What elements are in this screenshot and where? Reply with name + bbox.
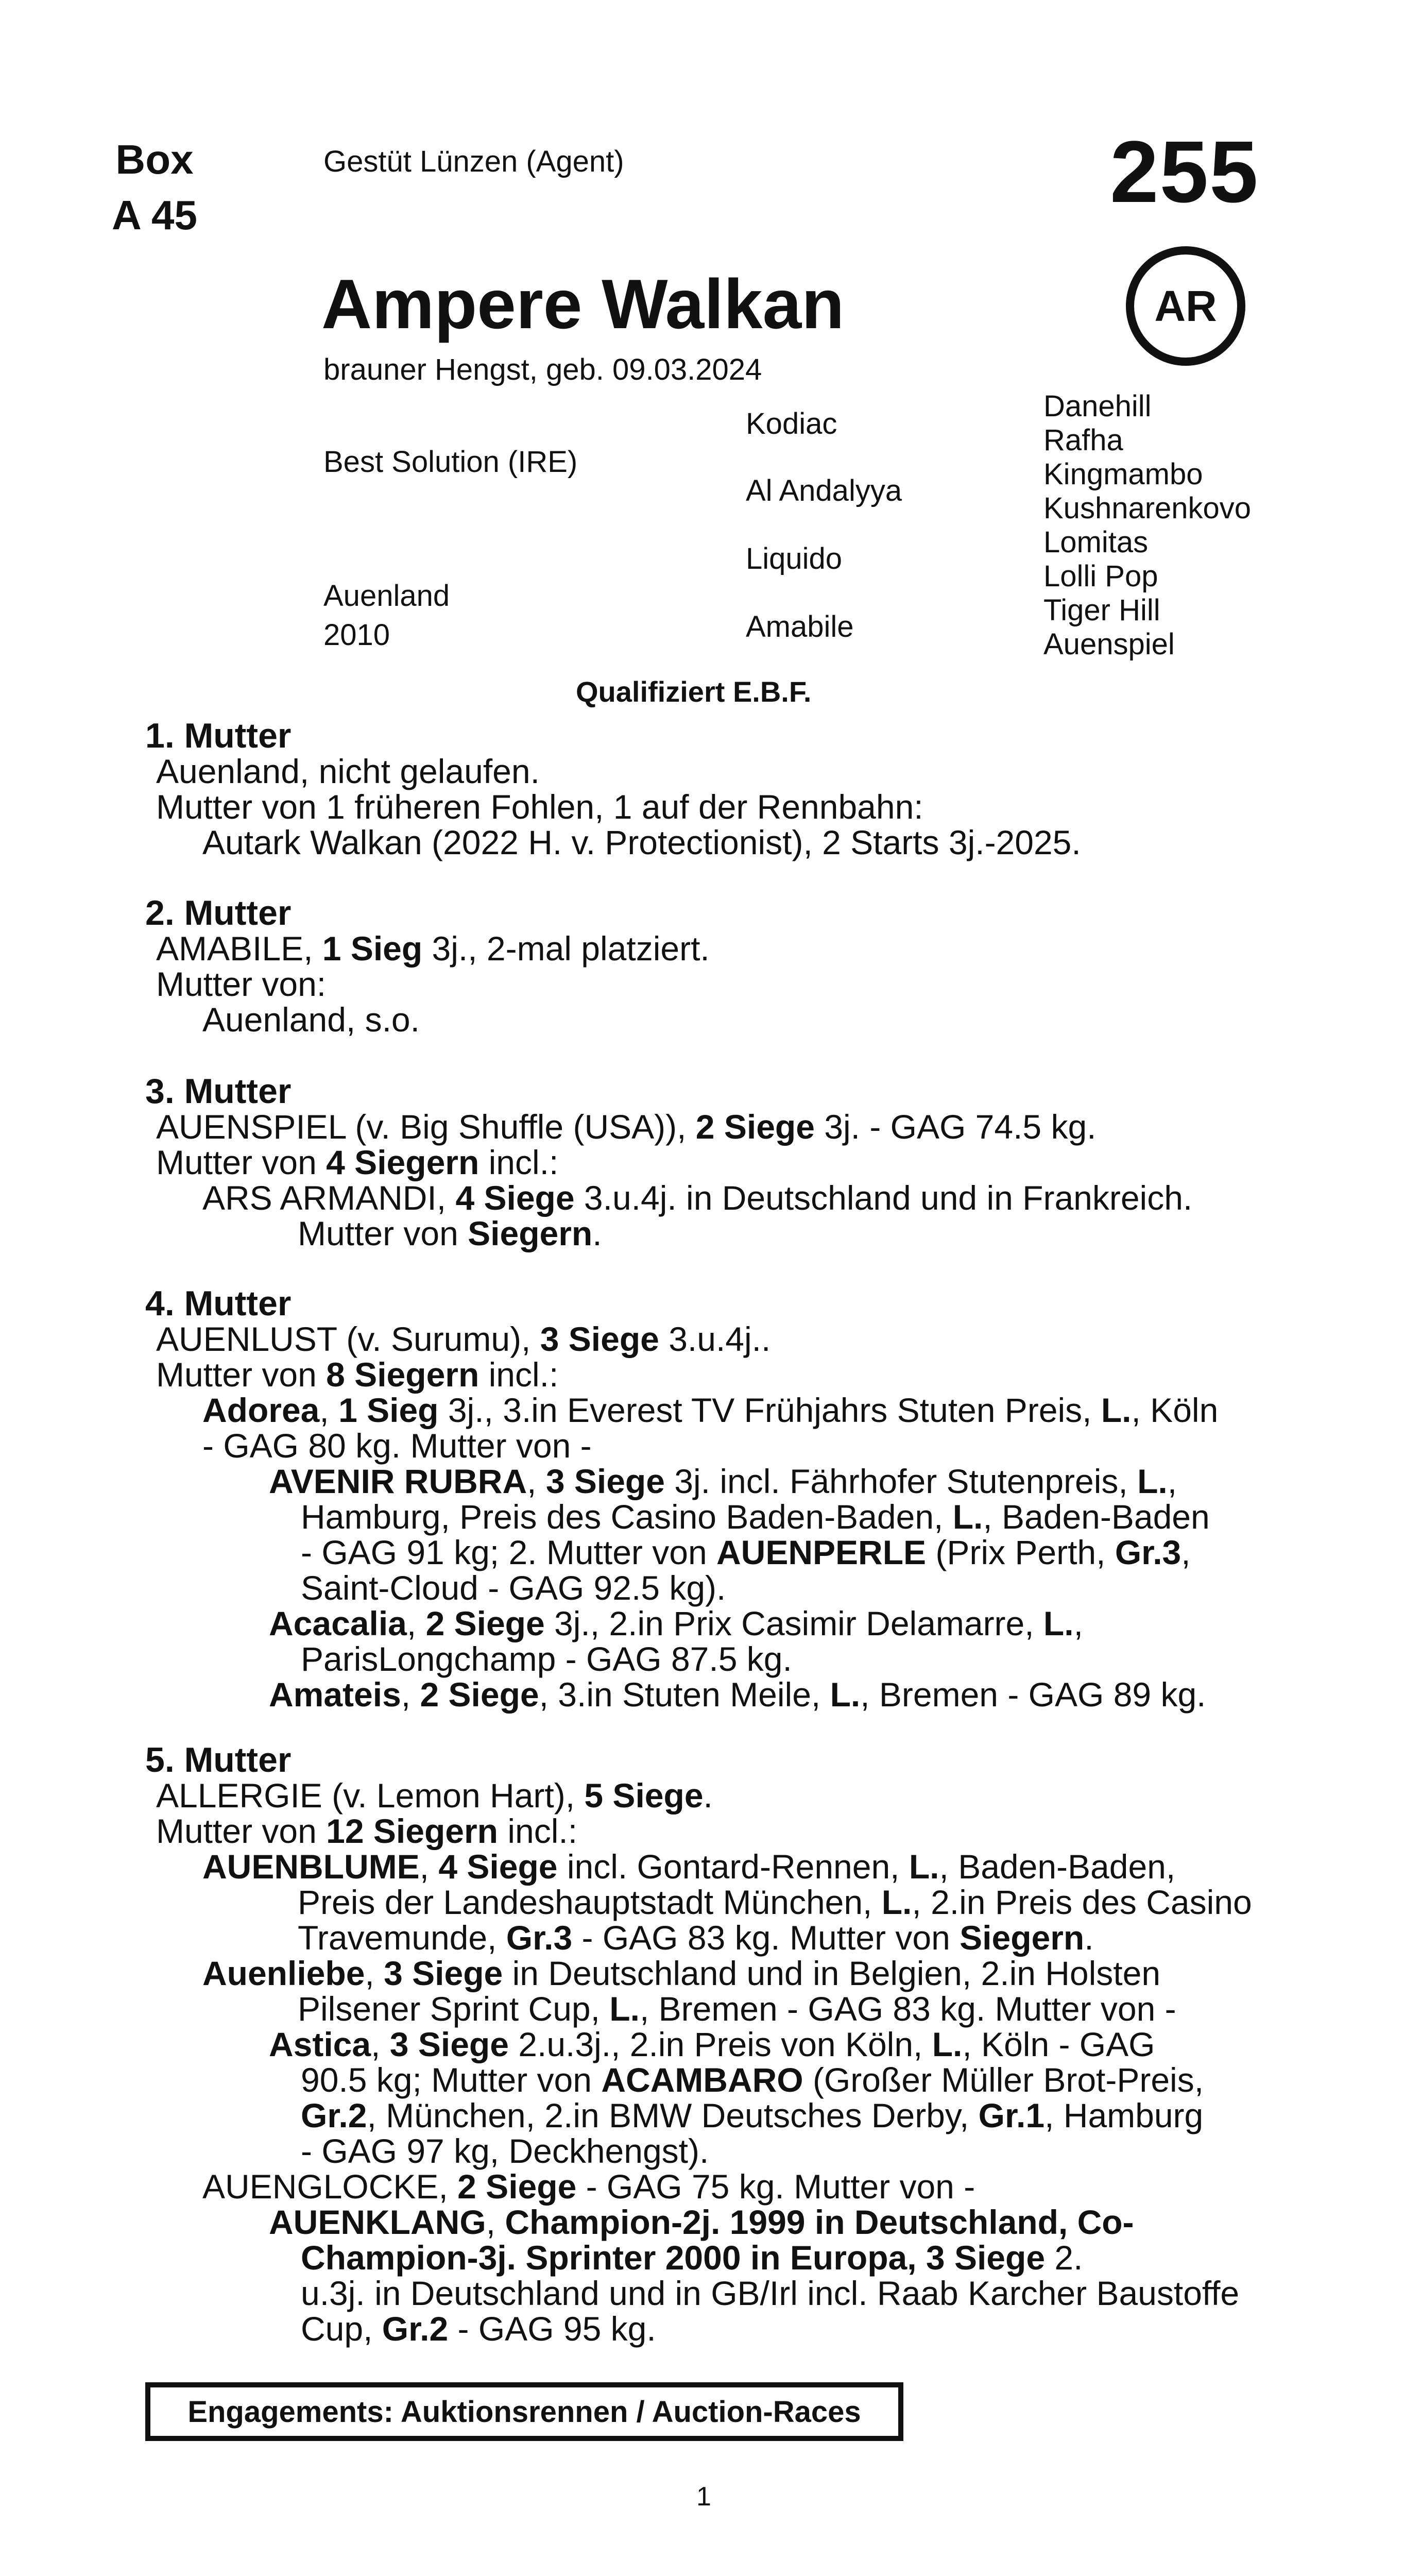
- section-second-dam: [0, 895, 1404, 1038]
- pedigree-grandparent: Liquido: [746, 542, 843, 575]
- pedigree-great-grandparent: Danehill: [1043, 389, 1152, 423]
- section-line: Cup, Gr.2 - GAG 95 kg.: [301, 2310, 656, 2348]
- section-line: AUENGLOCKE, 2 Siege - GAG 75 kg. Mutter von -: [202, 2167, 975, 2206]
- section-line: Preis der Landeshauptstadt München, L., 2.in Preis des Casino: [298, 1883, 1252, 1921]
- section-line: Hamburg, Preis des Casino Baden-Baden, L., Baden-Baden: [301, 1498, 1210, 1536]
- section-line: 90.5 kg; Mutter von ACAMBARO (Großer Müller Brot-Preis,: [301, 2061, 1204, 2099]
- section-line: ParisLongchamp - GAG 87.5 kg.: [301, 1640, 792, 1678]
- pedigree-great-grandparent: Lomitas: [1043, 526, 1149, 559]
- pedigree-great-grandparent: Auenspiel: [1043, 628, 1175, 661]
- section-line: Auenland, nicht gelaufen.: [156, 752, 540, 790]
- section-line: - GAG 80 kg. Mutter von -: [202, 1427, 592, 1465]
- section-line: Mutter von 1 früheren Fohlen, 1 auf der Rennbahn:: [156, 788, 923, 826]
- section-line: Astica, 3 Siege 2.u.3j., 2.in Preis von Köln, L., Köln - GAG: [269, 2025, 1155, 2063]
- section-line: AUENKLANG, Champion-2j. 1999 in Deutschland, Co-: [269, 2203, 1134, 2241]
- section-heading: 2. Mutter: [145, 893, 292, 933]
- section-line: AUENBLUME, 4 Siege incl. Gontard-Rennen, L., Baden-Baden,: [202, 1848, 1176, 1886]
- section-line: Champion-3j. Sprinter 2000 in Europa, 3 Siege 2.: [301, 2239, 1083, 2277]
- pedigree-great-grandparent: Tiger Hill: [1043, 594, 1160, 627]
- section-heading: 4. Mutter: [145, 1284, 292, 1323]
- horse-description: brauner Hengst, geb. 09.03.2024: [323, 353, 762, 386]
- pedigree-great-grandparent: Lolli Pop: [1043, 560, 1158, 593]
- section-line: AMABILE, 1 Sieg 3j., 2-mal platziert.: [156, 929, 710, 968]
- pedigree-dam: Auenland: [323, 579, 450, 613]
- section-line: Amateis, 2 Siege, 3.in Stuten Meile, L., Bremen - GAG 89 kg.: [269, 1675, 1206, 1714]
- lot-number: 255: [1110, 123, 1259, 221]
- section-line: ALLERGIE (v. Lemon Hart), 5 Siege.: [156, 1776, 713, 1815]
- ar-badge-label: AR: [1154, 281, 1217, 330]
- box-label: Box: [115, 137, 194, 182]
- section-line: AVENIR RUBRA, 3 Siege 3j. incl. Fährhofer Stutenpreis, L.,: [269, 1462, 1177, 1500]
- section-line: Pilsener Sprint Cup, L., Bremen - GAG 83 kg. Mutter von -: [298, 1990, 1176, 2028]
- section-fourth-dam: [0, 1286, 1404, 1713]
- pedigree-grandparent: Al Andalyya: [746, 474, 902, 507]
- pedigree-great-grandparent: Kingmambo: [1043, 457, 1203, 491]
- section-heading: 3. Mutter: [145, 1072, 292, 1111]
- pedigree-dam-year: 2010: [323, 618, 390, 652]
- pedigree-great-grandparent: Rafha: [1043, 423, 1123, 457]
- section-line: Mutter von 12 Siegern incl.:: [156, 1812, 578, 1850]
- section-line: AUENSPIEL (v. Big Shuffle (USA)), 2 Siege 3j. - GAG 74.5 kg.: [156, 1108, 1097, 1146]
- engagements-box: [145, 2382, 903, 2441]
- section-line: Acacalia, 2 Siege 3j., 2.in Prix Casimir Delamarre, L.,: [269, 1604, 1083, 1642]
- pedigree-grandparent: Amabile: [746, 610, 854, 643]
- section-heading: 5. Mutter: [145, 1740, 292, 1780]
- engagements-label: Engagements: Auktionsrennen / Auction-Races: [187, 2395, 861, 2429]
- page-number: 1: [696, 2482, 711, 2512]
- section-third-dam: [0, 1074, 1404, 1251]
- qualification-note: Qualifiziert E.B.F.: [576, 675, 812, 708]
- section-line: Mutter von 4 Siegern incl.:: [156, 1143, 559, 1181]
- pedigree-great-grandparent: Kushnarenkovo: [1043, 492, 1252, 525]
- section-line: - GAG 97 kg, Deckhengst).: [301, 2132, 709, 2170]
- section-line: Auenliebe, 3 Siege in Deutschland und in Belgien, 2.in Holsten: [202, 1954, 1161, 1992]
- pedigree-sire: Best Solution (IRE): [323, 445, 578, 479]
- section-line: Autark Walkan (2022 H. v. Protectionist), 2 Starts 3j.-2025.: [202, 823, 1081, 861]
- pedigree-grandparent: Kodiac: [746, 407, 837, 440]
- pedigree-great-grandparents: [1043, 389, 1251, 662]
- section-line: Mutter von 8 Siegern incl.:: [156, 1355, 559, 1394]
- section-heading: 1. Mutter: [145, 716, 292, 755]
- section-first-dam: [0, 718, 1404, 860]
- section-line: Travemunde, Gr.3 - GAG 83 kg. Mutter von Siegern.: [298, 1919, 1094, 1957]
- section-line: ARS ARMANDI, 4 Siege 3.u.4j. in Deutschland und in Frankreich.: [202, 1179, 1193, 1217]
- section-line: Mutter von Siegern.: [298, 1214, 602, 1252]
- section-line: Auenland, s.o.: [202, 1001, 420, 1039]
- ar-badge-icon: [1126, 246, 1245, 366]
- horse-name: Ampere Walkan: [321, 265, 845, 343]
- section-line: AUENLUST (v. Surumu), 3 Siege 3.u.4j..: [156, 1320, 771, 1358]
- section-line: Adorea, 1 Sieg 3j., 3.in Everest TV Frühjahrs Stuten Preis, L., Köln: [202, 1391, 1219, 1429]
- section-fifth-dam: [0, 1742, 1404, 2347]
- agent-name: Gestüt Lünzen (Agent): [323, 145, 624, 178]
- box-number: A 45: [111, 192, 197, 238]
- section-line: Gr.2, München, 2.in BMW Deutsches Derby, Gr.1, Hamburg: [301, 2096, 1204, 2134]
- section-line: Saint-Cloud - GAG 92.5 kg).: [301, 1569, 726, 1607]
- section-line: Mutter von:: [156, 965, 327, 1003]
- section-line: - GAG 91 kg; 2. Mutter von AUENPERLE (Prix Perth, Gr.3,: [301, 1533, 1191, 1571]
- section-line: u.3j. in Deutschland und in GB/Irl incl. Raab Karcher Baustoffe: [301, 2274, 1240, 2312]
